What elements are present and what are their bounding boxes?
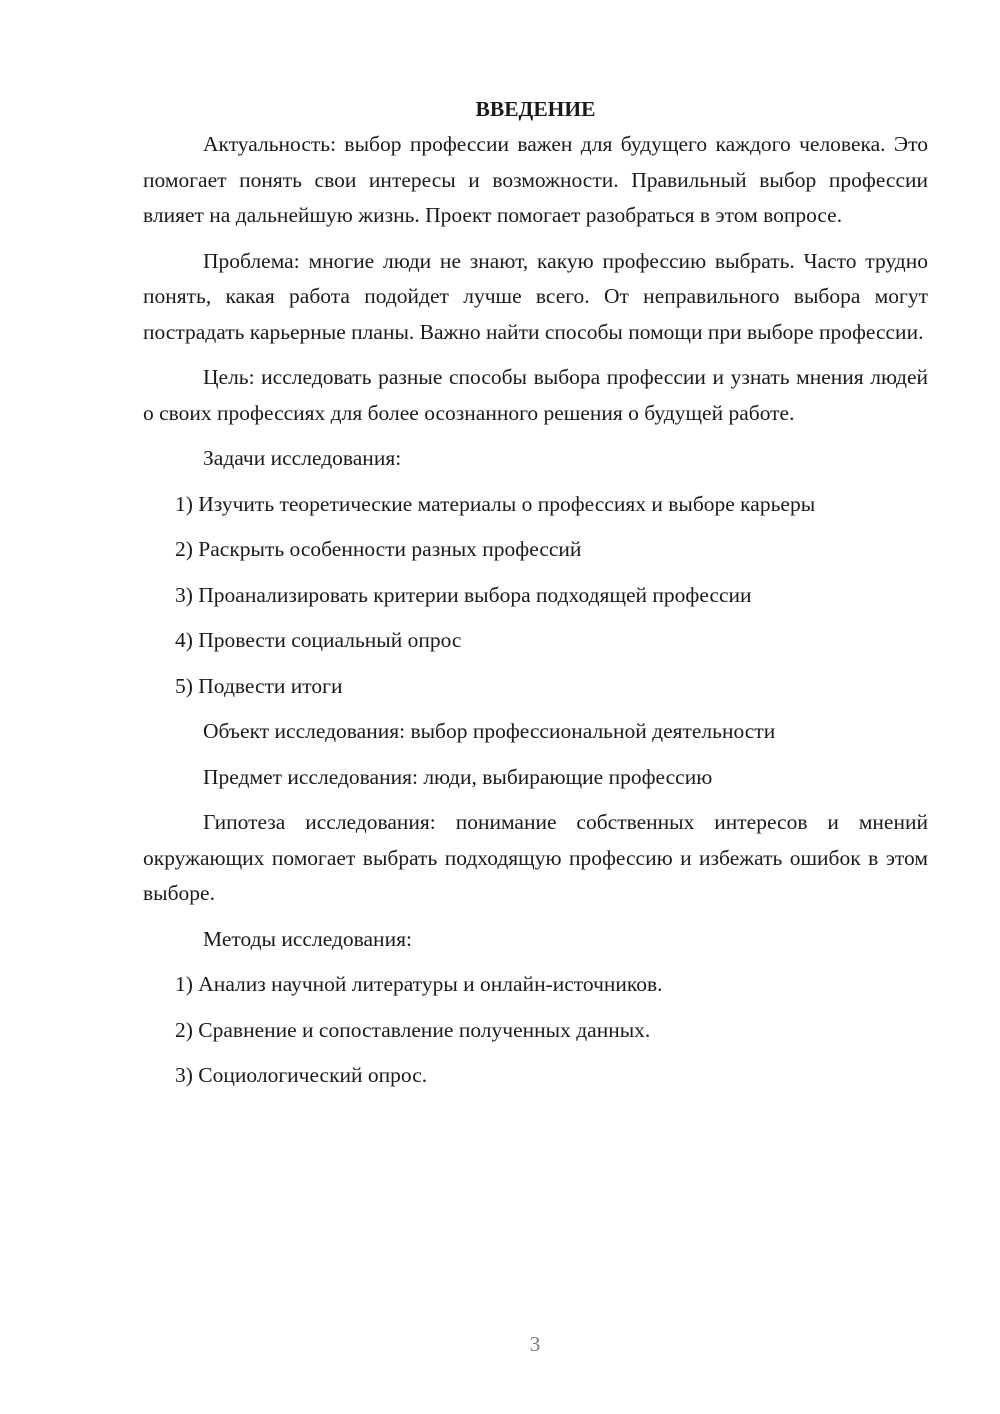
page-number: 3 [529,1332,541,1356]
subject-line: Предмет исследования: люди, выбирающие профессию [203,764,713,789]
relevance-paragraph: Актуальность: выбор профессии важен для будущего каждого человека. Это помогает понять свои интересы и возможности. Правильный выбор профессии влияет на дальнейшую жизнь. Проект помогает разобраться в этом вопросе. [143,132,928,227]
hypothesis-paragraph: Гипотеза исследования: понимание собственных интересов и мнений окружающих помогает выбрать подходящую профессию и избежать ошибок в этом выборе. [143,810,928,905]
task-item: 3) Проанализировать критерии выбора подходящей профессии [175,582,752,607]
section-heading: ВВЕДЕНИЕ [475,97,596,121]
object-line: Объект исследования: выбор профессиональной деятельности [203,719,776,743]
method-item: 3) Социологический опрос. [175,1063,428,1087]
task-item: 5) Подвести итоги [175,673,343,698]
goal-paragraph: Цель: исследовать разные способы выбора профессии и узнать мнения людей о своих профессиях для более осознанного решения о будущей работе. [143,365,928,425]
tasks-heading: Задачи исследования: [203,446,402,470]
task-item: 1) Изучить теоретические материалы о профессиях и выборе карьеры [175,491,816,516]
task-item: 4) Провести социальный опрос [175,628,462,652]
methods-heading: Методы исследования: [203,926,412,951]
document-page [143,92,928,1104]
method-item: 2) Сравнение и сопоставление полученных данных. [175,1017,651,1042]
task-item: 2) Раскрыть особенности разных профессий [175,537,582,561]
method-item: 1) Анализ научной литературы и онлайн-источников. [175,972,663,996]
problem-paragraph: Проблема: многие люди не знают, какую профессию выбрать. Часто трудно понять, какая работа подойдет лучше всего. От неправильного выбора могут пострадать карьерные планы. Важно найти способы помощи при выборе профессии. [143,248,928,344]
